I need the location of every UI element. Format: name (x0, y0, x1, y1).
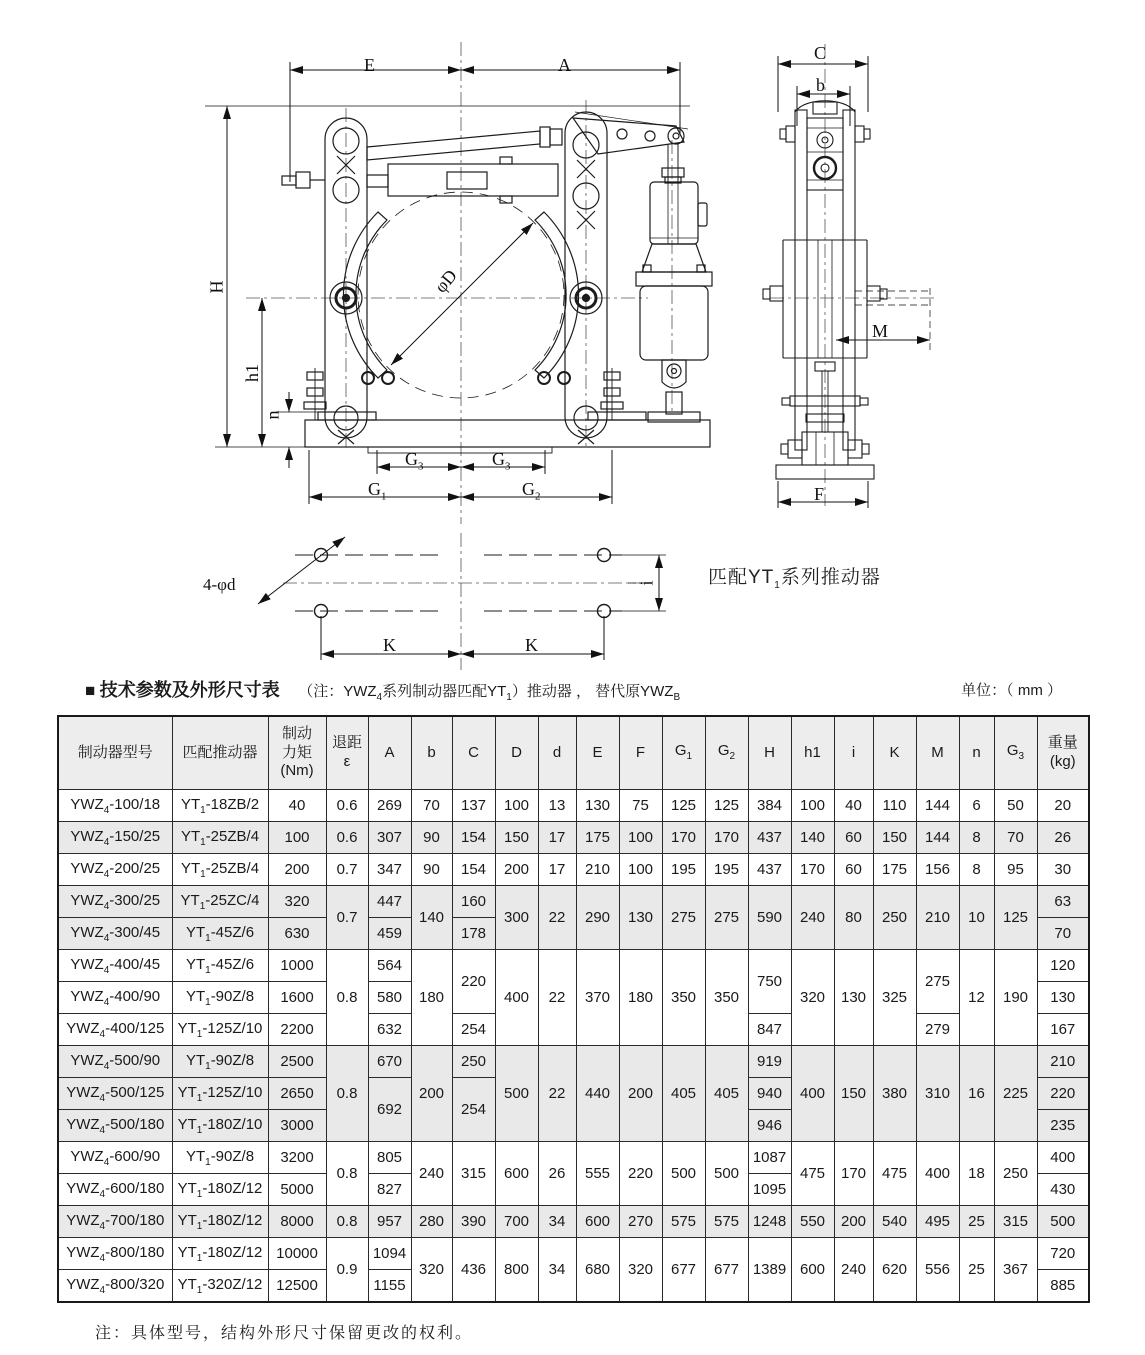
table-cell: $YT_1-320Z/12$ (172, 1270, 268, 1303)
table-cell: 440 (576, 1046, 619, 1142)
table-cell: $YT_1-125Z/10$ (172, 1078, 268, 1110)
dim-label-n: n (262, 410, 283, 420)
table-cell: $YWZ_4-600/180$ (58, 1174, 172, 1206)
table-cell: 200 (619, 1046, 662, 1142)
table-cell: 600 (576, 1206, 619, 1238)
table-cell: 3200 (268, 1142, 326, 1174)
table-cell: 240 (791, 886, 834, 950)
table-cell: 575 (662, 1206, 705, 1238)
table-cell: $YWZ_4-400/45$ (58, 950, 172, 982)
dim-label-m: M (872, 321, 889, 341)
table-cell: 270 (619, 1206, 662, 1238)
table-cell: 957 (368, 1206, 411, 1238)
table-cell: 500 (662, 1142, 705, 1206)
column-header: h1 (791, 716, 834, 790)
column-header: b (411, 716, 452, 790)
table-row (58, 1142, 1089, 1174)
column-header: K (873, 716, 916, 790)
table-cell: 384 (748, 790, 791, 822)
table-cell: 275 (705, 886, 748, 950)
table-cell: 220 (619, 1142, 662, 1206)
table-cell: 8 (959, 854, 994, 886)
table-cell: 885 (1037, 1270, 1089, 1303)
table-cell: 847 (748, 1014, 791, 1046)
table-cell: 290 (576, 886, 619, 950)
table-cell: 320 (411, 1238, 452, 1303)
table-cell: 140 (411, 886, 452, 950)
table-cell: 400 (1037, 1142, 1089, 1174)
table-cell: 437 (748, 854, 791, 886)
table-cell: $YWZ_4-800/320$ (58, 1270, 172, 1303)
table-row (58, 950, 1089, 982)
table-cell: 100 (268, 822, 326, 854)
table-cell: 30 (1037, 854, 1089, 886)
table-cell: 310 (916, 1046, 959, 1142)
table-cell: 677 (662, 1238, 705, 1303)
dim-label-k-right: K (525, 635, 538, 655)
table-cell: 307 (368, 822, 411, 854)
table-cell: 1094 (368, 1238, 411, 1270)
drawing-caption: 匹配$YT_1$系列推动器 (708, 567, 881, 591)
table-cell: 590 (748, 886, 791, 950)
table-cell: $YT_1-90Z/8$ (172, 1046, 268, 1078)
table-cell: 130 (1037, 982, 1089, 1014)
table-cell: 350 (662, 950, 705, 1046)
table-cell: $YWZ_4-400/125$ (58, 1014, 172, 1046)
column-header: 制动 力矩 (Nm) (268, 716, 326, 790)
table-cell: 500 (705, 1142, 748, 1206)
table-cell: 156 (916, 854, 959, 886)
table-cell: 75 (619, 790, 662, 822)
table-cell: 100 (619, 854, 662, 886)
table-cell: 130 (834, 950, 873, 1046)
table-cell: $YT_1-45Z/6$ (172, 950, 268, 982)
header-row (58, 716, 1089, 790)
table-cell: 150 (834, 1046, 873, 1142)
table-cell: 692 (368, 1078, 411, 1142)
table-cell: 175 (576, 822, 619, 854)
table-cell: $YT_1-25ZC/4$ (172, 886, 268, 918)
table-cell: 500 (1037, 1206, 1089, 1238)
table-cell: 120 (1037, 950, 1089, 982)
dim-label-k-left: K (383, 635, 396, 655)
table-cell: 0.9 (326, 1238, 368, 1303)
table-cell: 10000 (268, 1238, 326, 1270)
table-cell: 919 (748, 1046, 791, 1078)
table-cell: 555 (576, 1142, 619, 1206)
table-cell: 430 (1037, 1174, 1089, 1206)
table-cell: 140 (791, 822, 834, 854)
table-cell: 475 (791, 1142, 834, 1206)
table-cell: 550 (791, 1206, 834, 1238)
table-cell: 367 (994, 1238, 1037, 1303)
table-cell: 1155 (368, 1270, 411, 1303)
table-cell: 380 (873, 1046, 916, 1142)
table-cell: 34 (538, 1206, 576, 1238)
table-cell: 325 (873, 950, 916, 1046)
table-cell: 1095 (748, 1174, 791, 1206)
table-cell: 800 (495, 1238, 538, 1303)
table-cell: $YWZ_4-500/180$ (58, 1110, 172, 1142)
table-cell: 150 (495, 822, 538, 854)
table-cell: 575 (705, 1206, 748, 1238)
table-cell: 225 (994, 1046, 1037, 1142)
table-cell: 8 (959, 822, 994, 854)
table-cell: 0.7 (326, 886, 368, 950)
table-cell: 16 (959, 1046, 994, 1142)
table-cell: 130 (576, 790, 619, 822)
table-cell: 160 (452, 886, 495, 918)
column-header: F (619, 716, 662, 790)
table-cell: $YWZ_4-400/90$ (58, 982, 172, 1014)
table-cell: $YT_1-90Z/8$ (172, 982, 268, 1014)
table-cell: 240 (411, 1142, 452, 1206)
table-cell: 315 (452, 1142, 495, 1206)
dim-label-h: H (206, 280, 227, 294)
table-cell: 1087 (748, 1142, 791, 1174)
table-cell: 0.8 (326, 1206, 368, 1238)
table-cell: 269 (368, 790, 411, 822)
table-cell: 805 (368, 1142, 411, 1174)
column-header: 重量 (kg) (1037, 716, 1089, 790)
table-cell: 167 (1037, 1014, 1089, 1046)
table-cell: 580 (368, 982, 411, 1014)
column-header: 退距 ε (326, 716, 368, 790)
table-cell: 80 (834, 886, 873, 950)
table-cell: $YWZ_4-600/90$ (58, 1142, 172, 1174)
table-cell: 175 (873, 854, 916, 886)
table-cell: 40 (834, 790, 873, 822)
table-cell: 0.6 (326, 790, 368, 822)
table-cell: 178 (452, 918, 495, 950)
table-cell: $YT_1-125Z/10$ (172, 1014, 268, 1046)
table-cell: 200 (495, 854, 538, 886)
table-cell: 95 (994, 854, 1037, 886)
dim-label-e: E (364, 55, 375, 75)
column-header: n (959, 716, 994, 790)
table-cell: 670 (368, 1046, 411, 1078)
table-cell: 2500 (268, 1046, 326, 1078)
table-row (58, 790, 1089, 822)
table-cell: 447 (368, 886, 411, 918)
table-cell: 190 (994, 950, 1037, 1046)
table-cell: $YT_1-180Z/12$ (172, 1206, 268, 1238)
dim-label-a: A (558, 55, 571, 75)
table-cell: 210 (916, 886, 959, 950)
table-cell: 170 (705, 822, 748, 854)
section-title-bar (85, 676, 1080, 702)
table-cell: $YWZ_4-300/45$ (58, 918, 172, 950)
table-cell: 250 (452, 1046, 495, 1078)
dim-label-f: F (814, 484, 825, 504)
table-cell: $YT_1-45Z/6$ (172, 918, 268, 950)
table-cell: 2200 (268, 1014, 326, 1046)
table-cell: 17 (538, 822, 576, 854)
table-cell: 150 (873, 822, 916, 854)
column-header: D (495, 716, 538, 790)
table-cell: 25 (959, 1206, 994, 1238)
section-note: （注：$YWZ_4$系列制动器匹配$YT_1$）推动器 ， 替代原$YWZ_B$ (298, 683, 681, 703)
table-cell: 240 (834, 1238, 873, 1303)
dim-label-g2: $G_2$ (522, 479, 541, 503)
table-cell: 235 (1037, 1110, 1089, 1142)
table-cell: 63 (1037, 886, 1089, 918)
table-cell: 700 (495, 1206, 538, 1238)
table-cell: 405 (705, 1046, 748, 1142)
table-cell: 10 (959, 886, 994, 950)
table-cell: 195 (662, 854, 705, 886)
table-cell: 1248 (748, 1206, 791, 1238)
table-cell: 144 (916, 822, 959, 854)
table-cell: 254 (452, 1078, 495, 1142)
table-cell: 1389 (748, 1238, 791, 1303)
footnote: 注：具体型号，结构外形尺寸保留更改的权利。 (95, 1325, 474, 1342)
column-header: H (748, 716, 791, 790)
table-cell: $YT_1-25ZB/4$ (172, 822, 268, 854)
table-cell: 405 (662, 1046, 705, 1142)
table-cell: 400 (495, 950, 538, 1046)
table-cell: 40 (268, 790, 326, 822)
table-cell: 137 (452, 790, 495, 822)
spec-table (57, 715, 1090, 1303)
dim-label-g1: $G_1$ (368, 479, 387, 503)
table-cell: 110 (873, 790, 916, 822)
table-cell: 154 (452, 854, 495, 886)
table-cell: 100 (791, 790, 834, 822)
table-cell: 3000 (268, 1110, 326, 1142)
table-cell: 70 (411, 790, 452, 822)
table-cell: 0.8 (326, 950, 368, 1046)
table-cell: 556 (916, 1238, 959, 1303)
table-cell: 100 (495, 790, 538, 822)
table-cell: 600 (495, 1142, 538, 1206)
table-cell: 154 (452, 822, 495, 854)
table-cell: $YWZ_4-100/18$ (58, 790, 172, 822)
table-cell: 180 (619, 950, 662, 1046)
table-cell: 125 (705, 790, 748, 822)
table-cell: 22 (538, 950, 576, 1046)
table-cell: 680 (576, 1238, 619, 1303)
dim-label-phi-d: φD (430, 265, 461, 297)
table-cell: $YT_1-90Z/8$ (172, 1142, 268, 1174)
table-row (58, 1238, 1089, 1270)
table-cell: 13 (538, 790, 576, 822)
table-cell: 12 (959, 950, 994, 1046)
table-cell: 220 (452, 950, 495, 1014)
table-cell: 250 (873, 886, 916, 950)
table-cell: 0.6 (326, 822, 368, 854)
table-cell: 170 (834, 1142, 873, 1206)
table-cell: 50 (994, 790, 1037, 822)
table-cell: 60 (834, 822, 873, 854)
table-cell: 320 (268, 886, 326, 918)
table-cell: 400 (916, 1142, 959, 1206)
table-cell: 170 (662, 822, 705, 854)
table-cell: 26 (538, 1142, 576, 1206)
table-cell: 475 (873, 1142, 916, 1206)
table-cell: 390 (452, 1206, 495, 1238)
column-header: d (538, 716, 576, 790)
table-cell: 0.8 (326, 1142, 368, 1206)
technical-drawing (0, 0, 1145, 672)
table-cell: $YT_1-18ZB/2$ (172, 790, 268, 822)
table-cell: 125 (662, 790, 705, 822)
bolt-holes-label: 4-φd (203, 575, 236, 594)
table-cell: 100 (619, 822, 662, 854)
table-cell: 320 (619, 1238, 662, 1303)
dim-label-g3-left: $G_3$ (405, 449, 424, 473)
unit-label: 单位：（ mm ） (961, 682, 1062, 699)
dim-label-b: b (816, 75, 825, 95)
dim-label-g3-right: $G_3$ (492, 449, 511, 473)
section-title: 技术参数及外形尺寸表 (99, 680, 280, 700)
table-cell: 320 (791, 950, 834, 1046)
table-cell: 90 (411, 854, 452, 886)
table-cell: 6 (959, 790, 994, 822)
table-cell: 370 (576, 950, 619, 1046)
table-cell: 17 (538, 854, 576, 886)
table-cell: 1600 (268, 982, 326, 1014)
table-cell: 347 (368, 854, 411, 886)
column-header: $G_1$ (662, 716, 705, 790)
column-header: 匹配推动器 (172, 716, 268, 790)
table-cell: 5000 (268, 1174, 326, 1206)
table-cell: 210 (576, 854, 619, 886)
table-cell: 22 (538, 886, 576, 950)
table-cell: 436 (452, 1238, 495, 1303)
table-cell: 18 (959, 1142, 994, 1206)
table-cell: 180 (411, 950, 452, 1046)
table-cell: 90 (411, 822, 452, 854)
table-cell: 0.8 (326, 1046, 368, 1142)
table-row (58, 886, 1089, 918)
table-cell: 8000 (268, 1206, 326, 1238)
table-row (58, 1046, 1089, 1078)
table-cell: 26 (1037, 822, 1089, 854)
table-cell: $YT_1-180Z/10$ (172, 1110, 268, 1142)
table-cell: $YWZ_4-800/180$ (58, 1238, 172, 1270)
table-cell: 677 (705, 1238, 748, 1303)
table-cell: $YT_1-180Z/12$ (172, 1174, 268, 1206)
table-cell: 275 (662, 886, 705, 950)
dim-label-c: C (814, 43, 827, 63)
table-cell: 254 (452, 1014, 495, 1046)
front-structure (282, 112, 712, 453)
table-cell: 400 (791, 1046, 834, 1142)
table-cell: 195 (705, 854, 748, 886)
table-cell: 25 (959, 1238, 994, 1303)
column-header: A (368, 716, 411, 790)
table-cell: 827 (368, 1174, 411, 1206)
table-cell: 500 (495, 1046, 538, 1142)
table-cell: 275 (916, 950, 959, 1014)
table-cell: 632 (368, 1014, 411, 1046)
brake-line-drawing (0, 0, 1145, 672)
table-cell: 22 (538, 1046, 576, 1142)
column-header: C (452, 716, 495, 790)
table-cell: $YWZ_4-700/180$ (58, 1206, 172, 1238)
table-cell: 600 (791, 1238, 834, 1303)
table-cell: 540 (873, 1206, 916, 1238)
table-cell: 750 (748, 950, 791, 1014)
table-cell: 350 (705, 950, 748, 1046)
table-cell: 12500 (268, 1270, 326, 1303)
plan-centerlines (283, 533, 640, 670)
table-cell: 34 (538, 1238, 576, 1303)
column-header: $G_3$ (994, 716, 1037, 790)
column-header: $G_2$ (705, 716, 748, 790)
table-cell: 315 (994, 1206, 1037, 1238)
column-header: M (916, 716, 959, 790)
table-cell: 200 (411, 1046, 452, 1142)
table-cell: 620 (873, 1238, 916, 1303)
table-cell: 20 (1037, 790, 1089, 822)
plan-dimensions (258, 537, 666, 660)
table-cell: 70 (994, 822, 1037, 854)
table-cell: $YWZ_4-500/125$ (58, 1078, 172, 1110)
table-cell: 280 (411, 1206, 452, 1238)
table-cell: 125 (994, 886, 1037, 950)
section-marker-icon: ■ (85, 681, 96, 700)
table-cell: $YWZ_4-200/25$ (58, 854, 172, 886)
table-cell: 630 (268, 918, 326, 950)
table-cell: $YT_1-25ZB/4$ (172, 854, 268, 886)
table-row (58, 854, 1089, 886)
column-header: 制动器型号 (58, 716, 172, 790)
dim-label-i: i (636, 580, 657, 586)
table-cell: 940 (748, 1078, 791, 1110)
table-cell: 210 (1037, 1046, 1089, 1078)
table-cell: 300 (495, 886, 538, 950)
table-cell: 170 (791, 854, 834, 886)
table-cell: 564 (368, 950, 411, 982)
table-cell: $YWZ_4-500/90$ (58, 1046, 172, 1078)
table-cell: 220 (1037, 1078, 1089, 1110)
table-row (58, 1206, 1089, 1238)
column-header: E (576, 716, 619, 790)
table-cell: $YT_1-180Z/12$ (172, 1238, 268, 1270)
centerlines (246, 42, 672, 524)
table-cell: 250 (994, 1142, 1037, 1206)
table-cell: 437 (748, 822, 791, 854)
table-cell: 200 (834, 1206, 873, 1238)
table-cell: 1000 (268, 950, 326, 982)
column-header: i (834, 716, 873, 790)
table-cell: $YWZ_4-150/25$ (58, 822, 172, 854)
table-cell: 200 (268, 854, 326, 886)
dim-label-h1: h1 (242, 364, 262, 382)
table-cell: $YWZ_4-300/25$ (58, 886, 172, 918)
table-cell: 144 (916, 790, 959, 822)
spec-table-host (57, 715, 1090, 1303)
table-cell: 0.7 (326, 854, 368, 886)
table-cell: 130 (619, 886, 662, 950)
table-cell: 60 (834, 854, 873, 886)
table-cell: 946 (748, 1110, 791, 1142)
table-cell: 2650 (268, 1078, 326, 1110)
table-cell: 720 (1037, 1238, 1089, 1270)
table-cell: 459 (368, 918, 411, 950)
table-cell: 495 (916, 1206, 959, 1238)
table-cell: 279 (916, 1014, 959, 1046)
table-cell: 70 (1037, 918, 1089, 950)
table-row (58, 822, 1089, 854)
